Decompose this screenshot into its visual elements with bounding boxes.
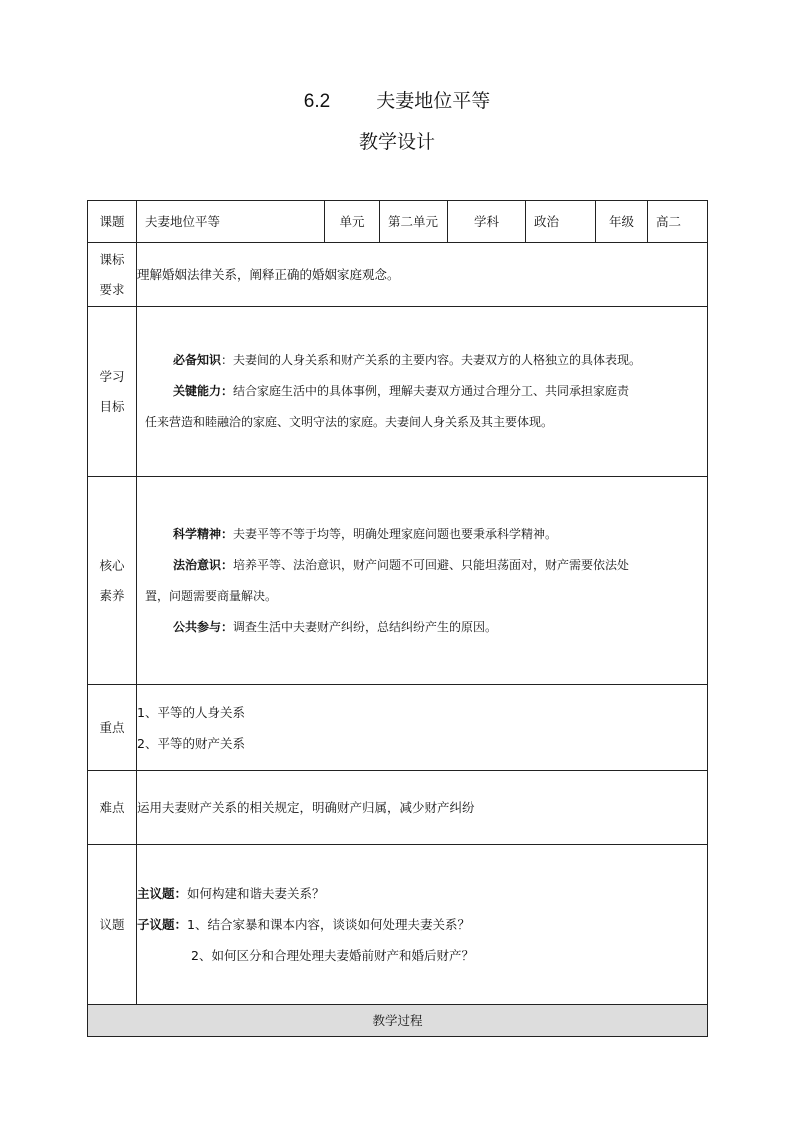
standard-row	[88, 243, 708, 307]
key-points-label: 重点	[88, 685, 137, 771]
unit-value: 第二单元	[380, 201, 448, 243]
subject-value: 政治	[526, 201, 596, 243]
topic-label: 课题	[88, 201, 137, 243]
process-header: 教学过程	[88, 1005, 708, 1037]
objectives-label: 学习目标	[88, 307, 137, 477]
unit-label: 单元	[325, 201, 380, 243]
literacy-label: 核心素养	[88, 477, 137, 685]
objectives-row	[88, 307, 708, 477]
grade-value: 高二	[648, 201, 708, 243]
ability-text-continued: 任来营造和睦融洽的家庭、文明守法的家庭。夫妻间人身关系及其主要体现。	[145, 415, 554, 429]
standard-text: 理解婚姻法律关系，阐释正确的婚姻家庭观念。	[137, 243, 708, 307]
law-text: 培养平等、法治意识，财产问题不可回避、只能坦荡面对，财产需要依法处	[233, 557, 630, 572]
section-number: 6.2	[303, 91, 331, 112]
law-title: 法治意识：	[173, 557, 234, 572]
difficulty-text: 运用夫妻财产关系的相关规定，明确财产归属，减少财产纠纷	[137, 771, 708, 845]
sub-issue-text-2: 2、如何区分和合理处理夫妻婚前财产和婚后财产？	[191, 948, 474, 963]
standard-label: 课标要求	[88, 243, 137, 307]
public-text: 调查生活中夫妻财产纠纷，总结纠纷产生的原因。	[233, 619, 498, 634]
ability-title: 关键能力：	[173, 384, 234, 398]
sub-issue-text-1: 1、结合家暴和课本内容，谈谈如何处理夫妻关系？	[187, 917, 470, 932]
ability-text: 结合家庭生活中的具体事例，理解夫妻双方通过合理分工、共同承担家庭责	[233, 384, 630, 398]
knowledge-text: ：夫妻间的人身关系和财产关系的主要内容。夫妻双方的人格独立的具体表现。	[221, 353, 642, 367]
main-issue-text: 如何构建和谐夫妻关系？	[187, 886, 325, 901]
literacy-row	[88, 477, 708, 685]
science-text: 夫妻平等不等于均等，明确处理家庭问题也要秉承科学精神。	[233, 526, 558, 541]
lesson-plan-table	[87, 200, 708, 1037]
topic-value: 夫妻地位平等	[137, 201, 325, 243]
knowledge-title: 必备知识	[173, 353, 222, 367]
key-points-row	[88, 685, 708, 771]
sub-issue-title: 子议题：	[137, 917, 188, 932]
grade-label: 年级	[596, 201, 648, 243]
main-issue-title: 主议题：	[137, 886, 188, 901]
difficulty-row	[88, 771, 708, 845]
subject-label: 学科	[448, 201, 526, 243]
law-text-continued: 置，问题需要商量解决。	[145, 588, 278, 603]
science-title: 科学精神：	[173, 526, 234, 541]
process-row	[88, 1005, 708, 1037]
document-title	[0, 86, 794, 113]
difficulty-label: 难点	[88, 771, 137, 845]
key-point-2: 2、平等的财产关系	[137, 735, 245, 751]
issue-label: 议题	[88, 845, 137, 1005]
issue-row	[88, 845, 708, 1005]
objectives-body	[137, 345, 699, 407]
public-title: 公共参与：	[173, 619, 234, 634]
info-row	[88, 201, 708, 243]
key-point-1: 1、平等的人身关系	[137, 704, 245, 720]
document-subtitle: 教学设计	[358, 131, 435, 153]
lesson-title: 夫妻地位平等	[376, 90, 491, 112]
